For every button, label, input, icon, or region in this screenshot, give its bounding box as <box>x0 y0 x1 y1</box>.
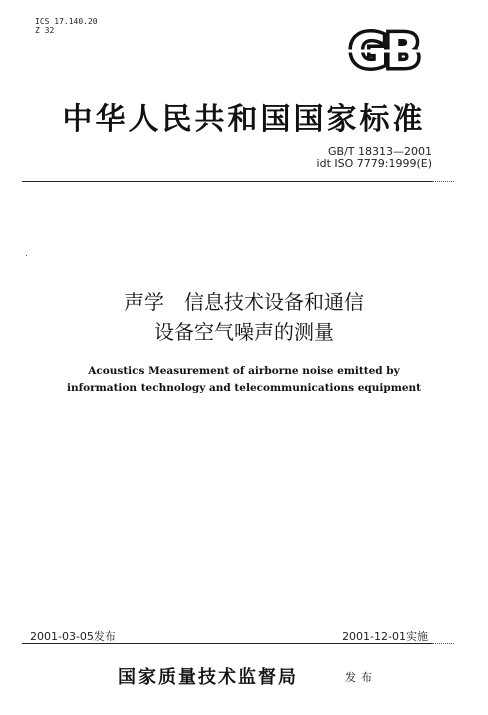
national-standard-heading: 中华人民共和国国家标准 <box>62 102 426 137</box>
chinese-title-line-2: 设备空气噪声的测量 <box>154 320 334 344</box>
issuing-authority: 国家质量技术监督局 <box>118 667 298 688</box>
chinese-title-line-1: 声学 信息技术设备和通信 <box>124 290 364 314</box>
scan-speck <box>26 255 27 256</box>
header-divider <box>22 181 432 182</box>
english-title-line-2: information technology and telecommunications equipment <box>66 382 422 394</box>
standard-number-block <box>280 146 432 170</box>
footer-divider <box>22 643 432 644</box>
header-divider-dots <box>432 181 454 182</box>
ics-code: ICS 17.140.20 <box>35 17 98 26</box>
gb-logo-text: GB <box>349 26 419 76</box>
english-title-line-1: Acoustics Measurement of airborne noise emitted by <box>88 365 400 377</box>
issue-label: 发布 <box>345 671 377 684</box>
ics-class: Z 32 <box>35 26 55 35</box>
issue-date: 2001-03-05发布 <box>30 630 116 643</box>
standard-number: GB/T 18313—2001 <box>328 145 432 158</box>
equivalent-standard: idt ISO 7779:1999(E) <box>316 157 432 170</box>
ics-classification <box>35 17 98 35</box>
footer-divider-dots <box>432 643 454 644</box>
implementation-date: 2001-12-01实施 <box>342 630 428 643</box>
gb-logo <box>336 26 432 76</box>
